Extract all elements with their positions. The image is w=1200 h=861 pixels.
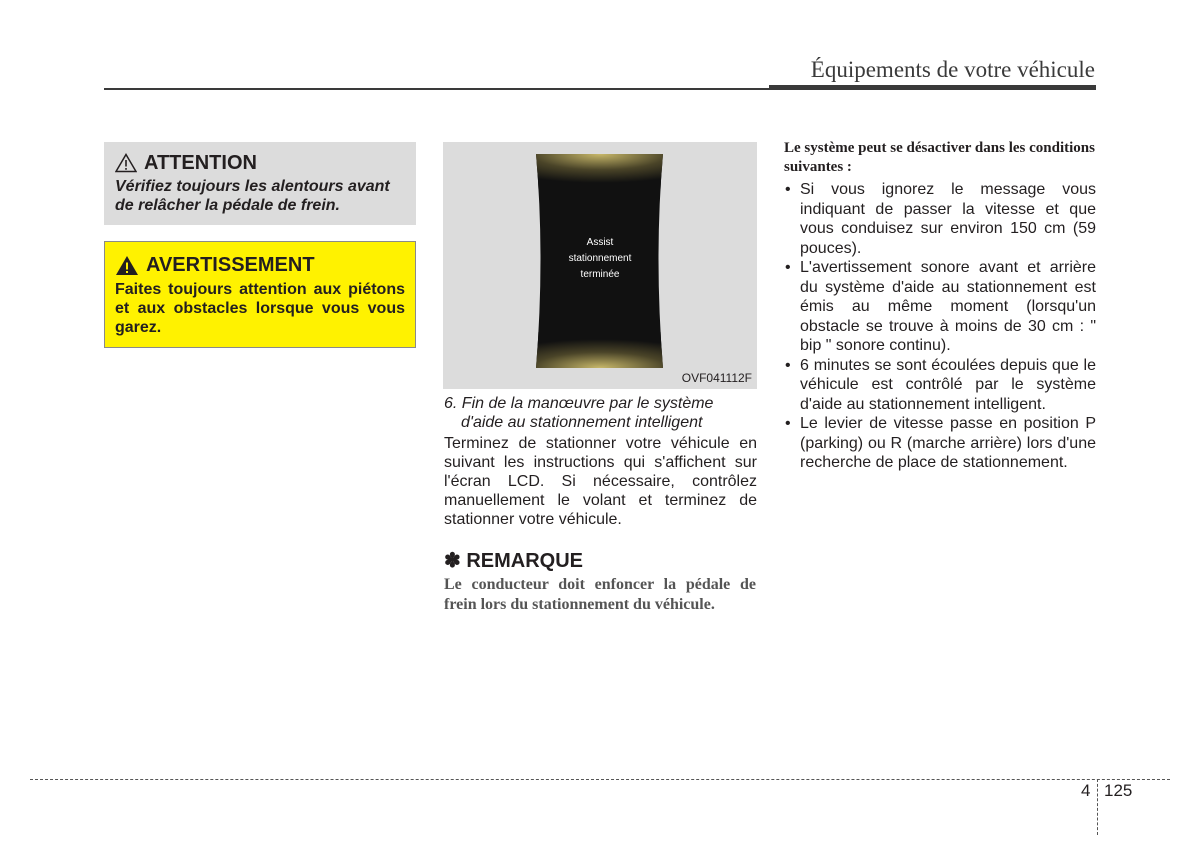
- warning-heading: AVERTISSEMENT: [146, 254, 315, 276]
- note-text: Le conducteur doit enfoncer la pédale de frein lors du stationnement du véhicule.: [444, 576, 756, 613]
- note-heading: ✽ REMARQUE: [444, 550, 583, 572]
- page-number: 125: [1104, 781, 1133, 800]
- attention-text: Vérifiez toujours les alentours avant de relâcher la pédale de frein.: [115, 178, 390, 214]
- caption-line-2: d'aide au stationnement intelligent: [461, 414, 703, 431]
- warning-text: Faites toujours attention aux piétons et aux obstacles lorsque vous vous garez.: [115, 281, 405, 336]
- attention-box: [104, 142, 416, 225]
- list-item: • Si vous ignorez le message vous indiquant de passer la vitesse et que vous conduisez sur environ 150 cm (59 pouces).: [784, 180, 1096, 258]
- lcd-line-2: stationnement: [568, 253, 632, 264]
- header-rule-accent: [769, 85, 1096, 90]
- caption-line-1: 6. Fin de la manœuvre par le système: [444, 395, 714, 412]
- lcd-line-1: Assist: [586, 237, 614, 248]
- page-header-title: Équipements de votre véhicule: [810, 57, 1095, 82]
- lcd-line-3: terminée: [580, 269, 620, 280]
- caution-triangle-icon: [115, 153, 137, 173]
- figure-frame: [443, 142, 757, 389]
- conditions-list: [784, 180, 1096, 473]
- chapter-number: 4: [1081, 781, 1091, 800]
- list-item: • 6 minutes se sont écoulées depuis que le véhicule est contrôlé par le système d'aide au stationnement intelligent.: [784, 356, 1096, 415]
- warning-triangle-icon: [115, 255, 139, 276]
- conditions-heading: Le système peut se désactiver dans les conditions suivantes :: [784, 140, 1095, 175]
- warning-box: [104, 241, 416, 348]
- lcd-display-illustration: [443, 142, 757, 389]
- footer-divider: [1097, 779, 1098, 835]
- attention-heading-row: [115, 152, 406, 174]
- list-item: • L'avertissement sonore avant et arrière du système d'aide au stationnement est émis au même moment (lorsqu'un obstacle se trouve à moins de 30 cm : " bip " sonore continu).: [784, 258, 1096, 356]
- figure-caption: [444, 394, 756, 432]
- figure-code: OVF041112F: [681, 371, 752, 385]
- footer-rule: [30, 779, 1170, 780]
- warning-heading-row: [115, 254, 405, 276]
- body-paragraph: Terminez de stationner votre véhicule en suivant les instructions qui s'affichent sur l'écran LCD. Si nécessaire, contrôlez manuellement le volant et terminez de stationner votre véhicule.: [444, 435, 757, 528]
- list-item: • Le levier de vitesse passe en position P (parking) ou R (marche arrière) lors d'une recherche de place de stationnement.: [784, 414, 1096, 473]
- attention-heading: ATTENTION: [144, 152, 257, 174]
